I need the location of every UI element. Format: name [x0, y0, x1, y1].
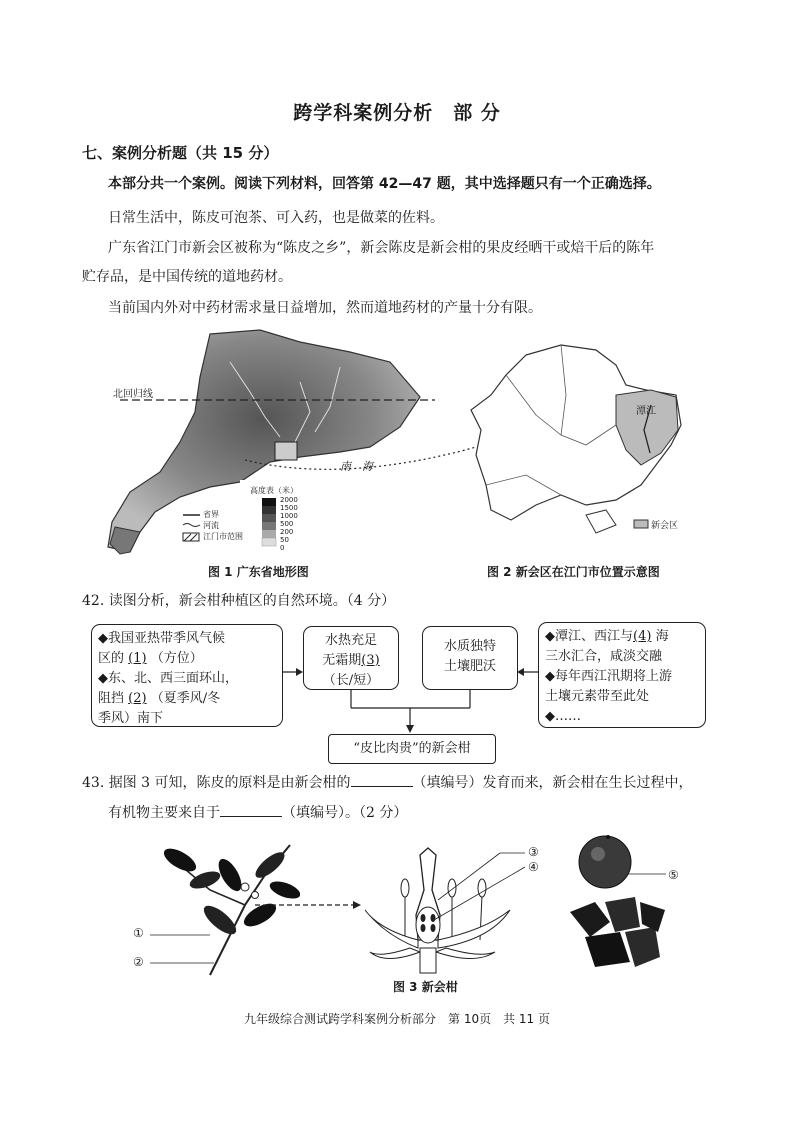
legend-title: 高度表（米）	[250, 486, 298, 495]
question-43-line-2: 有机物主要来自于 （填编号）。（2 分）	[108, 802, 407, 824]
elevation-legend	[262, 498, 276, 546]
blank-4[interactable]: (4)	[633, 629, 652, 644]
label-2: ②	[133, 955, 144, 969]
paragraph-1: 日常生活中，陈皮可泡茶、可入药，也是做菜的佐料。	[108, 210, 444, 226]
page-footer: 九年级综合测试跨学科案例分析部分 第 10页 共 11 页	[244, 1012, 550, 1026]
legend-values: 2000 1500 1000 500 200 50 0	[280, 496, 298, 552]
climate-factor-box: ◆我国亚热带季风气候 区的 (1) （方位） ◆东、北、西三面环山， 阻挡 (2) （夏季风/冬 季风）南下	[91, 624, 283, 727]
paragraph-2-line-2: 贮存品，是中国传统的道地药材。	[82, 269, 292, 285]
answer-blank-43a[interactable]	[351, 772, 413, 787]
result-box: “皮比肉贵”的新会柑	[328, 734, 496, 764]
figure-3-caption: 图 3 新会柑	[393, 980, 458, 994]
xinhui-legend-label: 新会区	[651, 521, 679, 531]
water-soil-box: 水质独特 土壤肥沃	[422, 626, 518, 690]
figure-2-caption: 图 2 新会区在江门市位置示意图	[487, 565, 660, 579]
blank-2[interactable]: (2)	[128, 691, 147, 706]
question-43-line-1: 43. 据图 3 可知，陈皮的原料是由新会柑的 （填编号）发育而来，新会柑在生长过程中，	[82, 772, 693, 794]
paragraph-3: 当前国内外对中药材需求量日益增加，然而道地药材的产量十分有限。	[108, 300, 542, 316]
intro-text: 本部分共一个案例。阅读下列材料，回答第 42—47 题，其中选择题只有一个正确选择。	[108, 176, 661, 192]
jiangmen-location-map	[466, 335, 696, 545]
legend-river: 河流	[203, 521, 219, 530]
answer-blank-43b[interactable]	[220, 802, 282, 817]
river-factor-box: ◆潭江、西江与(4) 海 三水汇合，咸淡交融 ◆每年西江汛期将上游 土壤元素带至此处 ◆……	[538, 622, 706, 728]
label-5: ⑤	[668, 868, 679, 882]
magnify-arrow	[255, 895, 365, 915]
legend-boundary: 省界	[203, 510, 219, 519]
figure-1-caption: 图 1 广东省地形图	[208, 565, 309, 579]
flow-arrows	[280, 640, 542, 735]
water-heat-box: 水热充足 无霜期(3) （长/短）	[303, 626, 399, 690]
tanjiang-label: 潭江	[636, 406, 656, 417]
blank-3[interactable]: (3)	[361, 653, 380, 668]
label-1: ①	[133, 926, 144, 940]
label-4: ④	[528, 860, 539, 874]
fruit-and-peel-illustration	[570, 832, 700, 982]
blank-1[interactable]: (1)	[128, 651, 147, 666]
paragraph-2-line-1: 广东省江门市新会区被称为“陈皮之乡”，新会陈皮是新会柑的果皮经晒干或焙干后的陈年	[108, 240, 655, 256]
page-title: 跨学科案例分析 部 分	[293, 102, 501, 124]
flower-structure-diagram	[360, 840, 535, 975]
legend-jiangmen: 江门市范围	[203, 532, 243, 541]
sea-label: 南 海	[340, 460, 373, 473]
tropic-label: 北回归线	[113, 389, 153, 400]
section-heading: 七、案例分析题（共 15 分）	[82, 144, 279, 162]
label-3: ③	[528, 845, 539, 859]
question-42-stem: 42. 读图分析，新会柑种植区的自然环境。（4 分）	[82, 593, 396, 609]
